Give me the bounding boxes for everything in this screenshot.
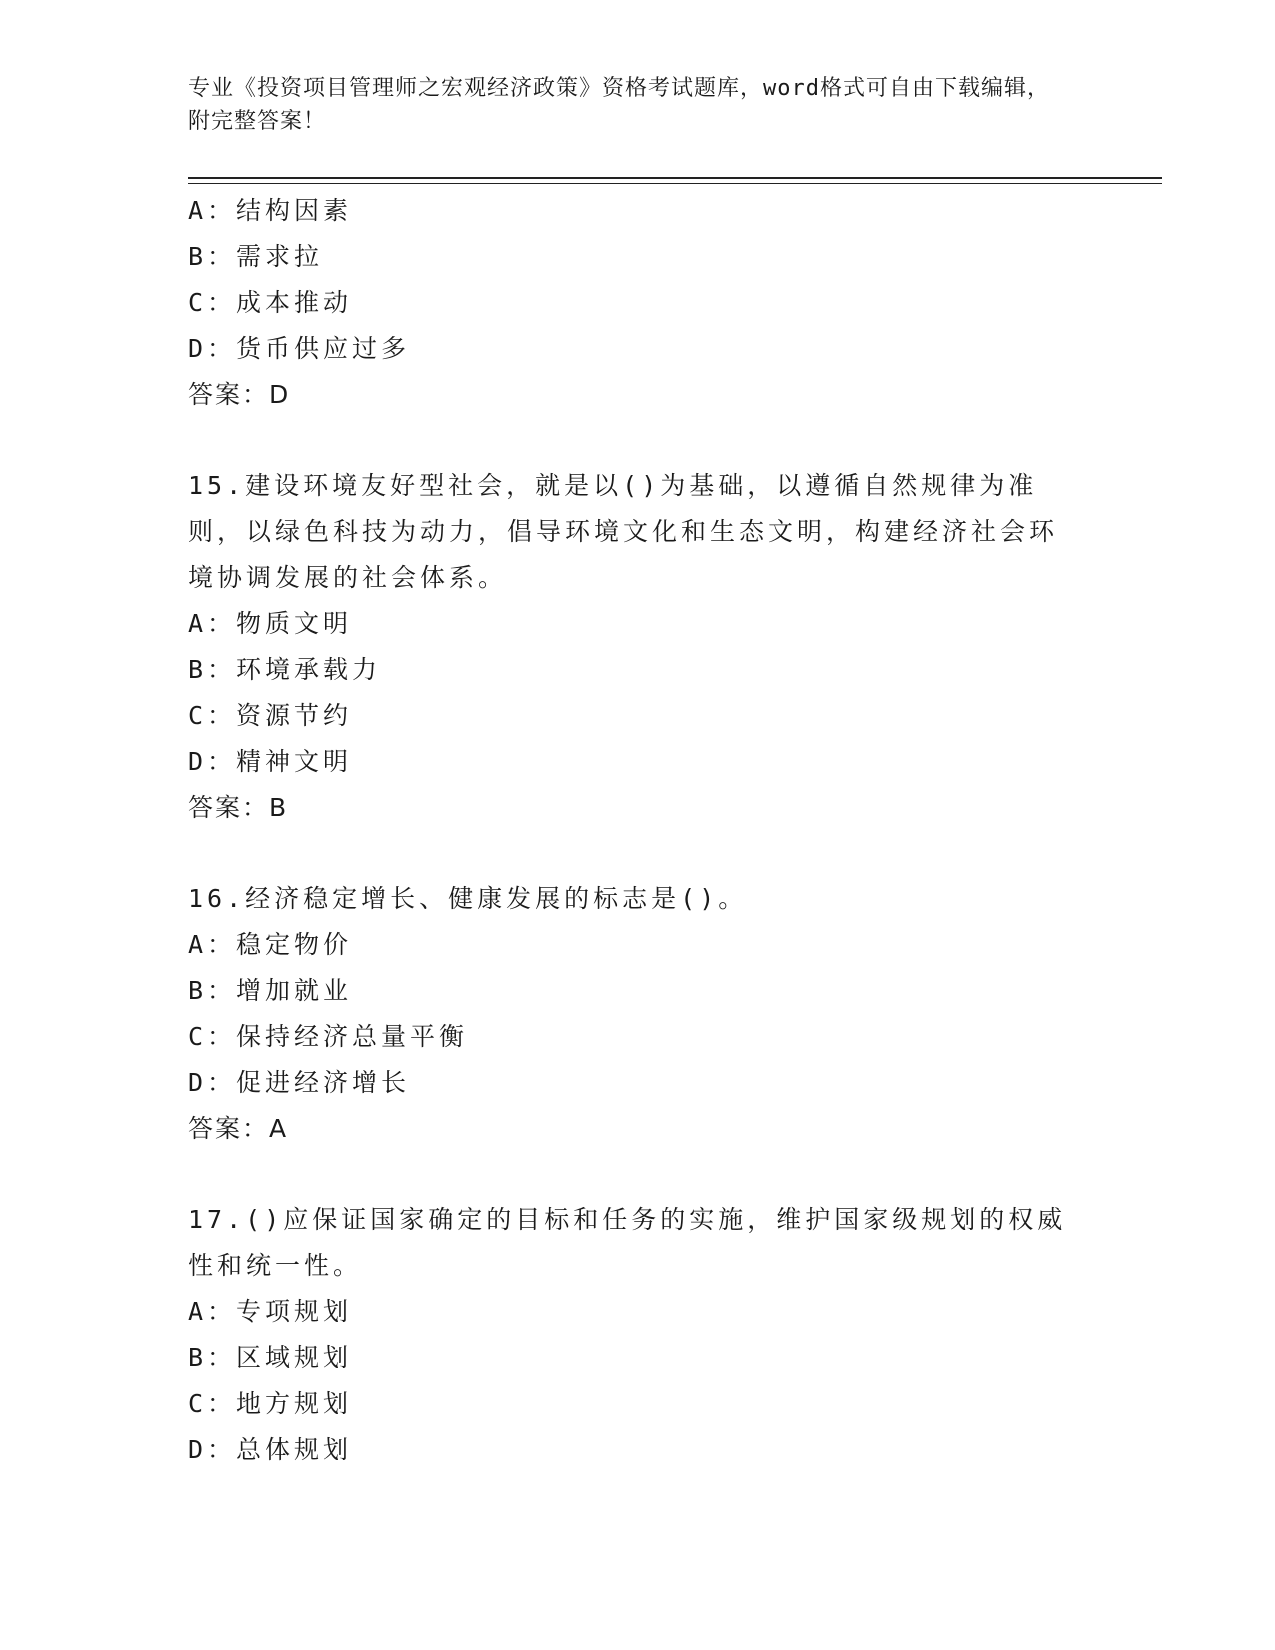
header-divider-thin <box>188 183 1162 184</box>
answer-line: 答案：A <box>188 1114 289 1143</box>
option-c: C：保持经济总量平衡 <box>188 1022 469 1051</box>
document-header: 专业《投资项目管理师之宏观经济政策》资格考试题库，word格式可自由下载编辑，附完整答案！ <box>188 76 1050 134</box>
answer-line: 答案：D <box>188 380 291 409</box>
option-a: A：结构因素 <box>188 196 353 225</box>
option-b: B：环境承载力 <box>188 655 382 684</box>
option-a: A：专项规划 <box>188 1297 353 1326</box>
option-d: D：促进经济增长 <box>188 1068 411 1097</box>
option-b: B：需求拉 <box>188 242 324 271</box>
option-d: D：总体规划 <box>188 1435 353 1464</box>
option-a: A：稳定物价 <box>188 930 353 959</box>
option-c: C：成本推动 <box>188 288 353 317</box>
question-content <box>188 188 1088 1473</box>
spacer <box>188 1152 1088 1197</box>
option-b: B：区域规划 <box>188 1343 353 1372</box>
spacer <box>188 418 1088 463</box>
question-16-text: 16.经济稳定增长、健康发展的标志是()。 <box>188 884 748 913</box>
answer-line: 答案：B <box>188 793 289 822</box>
header-divider-thick <box>188 177 1162 179</box>
option-a: A：物质文明 <box>188 609 353 638</box>
spacer <box>188 831 1088 876</box>
option-c: C：地方规划 <box>188 1389 353 1418</box>
option-d: D：货币供应过多 <box>188 334 411 363</box>
option-b: B：增加就业 <box>188 976 353 1005</box>
option-d: D：精神文明 <box>188 747 353 776</box>
option-c: C：资源节约 <box>188 701 353 730</box>
question-15-text: 15.建设环境友好型社会，就是以()为基础，以遵循自然规律为准则，以绿色科技为动力，倡导环境文化和生态文明，构建经济社会环境协调发展的社会体系。 <box>188 471 1059 592</box>
question-17-text: 17.()应保证国家确定的目标和任务的实施，维护国家级规划的权威性和统一性。 <box>188 1205 1067 1280</box>
